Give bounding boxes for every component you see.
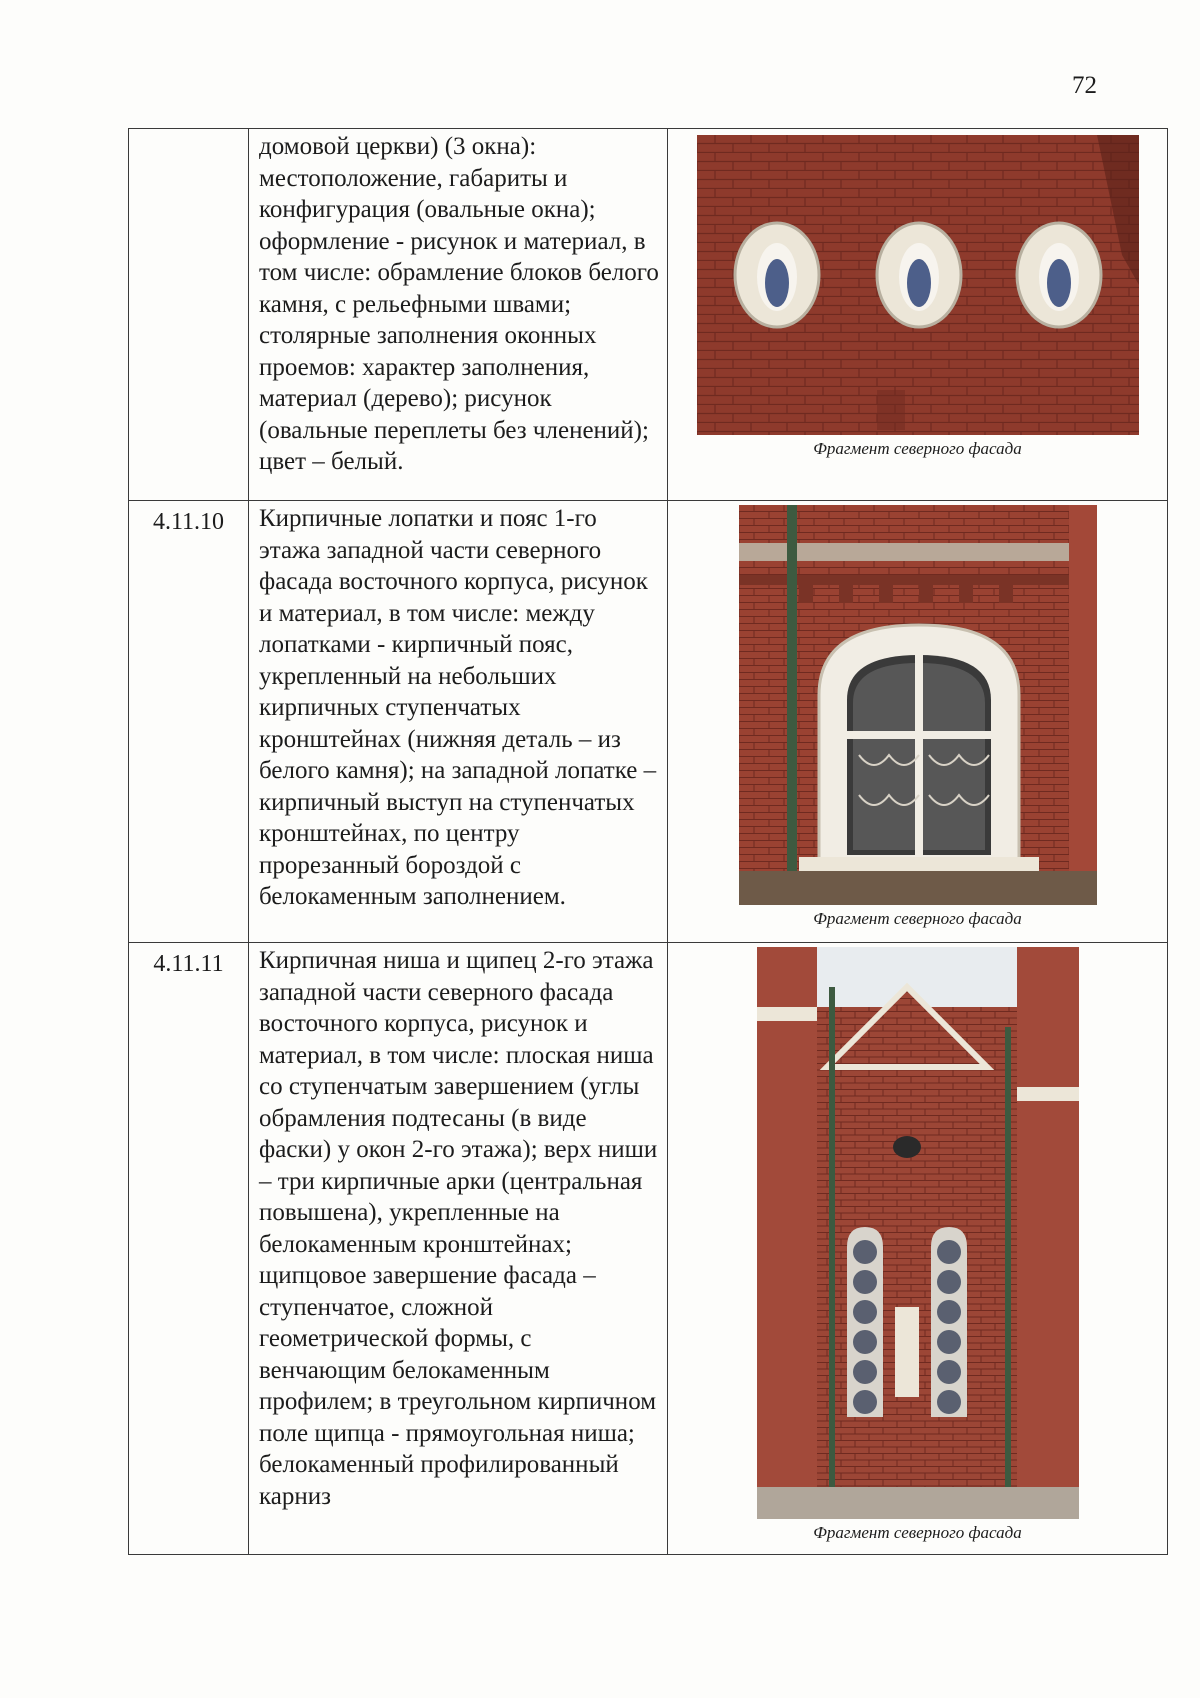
table-row: [129, 943, 1168, 1555]
oval-window: [735, 223, 819, 327]
gable-niche-photo: [757, 947, 1079, 1519]
oval-windows-photo: [697, 135, 1139, 435]
row-number: 4.11.10: [129, 501, 249, 943]
page-number: 72: [1072, 72, 1097, 99]
photo-caption: Фрагмент северного фасада: [813, 1523, 1022, 1542]
photo-cell: [668, 501, 1168, 943]
tall-window: [931, 1227, 967, 1417]
photo-caption: Фрагмент северного фасада: [813, 439, 1022, 458]
photo-cell: [668, 129, 1168, 501]
table-row: [129, 129, 1168, 501]
oval-window: [877, 223, 961, 327]
photo-cell: [668, 943, 1168, 1555]
tall-window: [847, 1227, 883, 1417]
row-description: Кирпичная ниша и щипец 2-го этажа западной части северного фасада восточного корпуса, рисунок и материал, в том числе: плоская ниша со ступенчатым завершением (углы обрамления подтесаны (в виде фаски) у окон 2-го этажа); верх ниши – три кирпичные арки (центральная повышена), укрепленные на белокаменным кронштейнах; щипцовое завершение фасада – ступенчатое, сложной геометрической формы, с венчающим белокаменным профилем; в треугольном кирпичном поле щипца - прямоугольная ниша; белокаменный профилированный карниз: [249, 943, 668, 1555]
photo-caption: Фрагмент северного фасада: [813, 909, 1022, 928]
description-table: [128, 128, 1168, 1555]
row-number: [129, 129, 249, 501]
arched-window-photo: [739, 505, 1097, 905]
row-description: Кирпичные лопатки и пояс 1-го этажа западной части северного фасада восточного корпуса, рисунок и материал, в том числе: между лопатками - кирпичный пояс, укрепленный на небольших кирпичных ступенчатых кронштейнах (нижняя деталь – из белого камня); на западной лопатке – кирпичный выступ на ступенчатых кронштейнах, по центру прорезанный бороздой с белокаменным заполнением.: [249, 501, 668, 943]
row-number: 4.11.11: [129, 943, 249, 1555]
table-row: [129, 501, 1168, 943]
row-description: домовой церкви) (3 окна): местоположение, габариты и конфигурация (овальные окна); оформление - рисунок и материал, в том числе: обрамление блоков белого камня, с рельефными швами; столярные заполнения оконных проемов: характер заполнения, материал (дерево); рисунок (овальные переплеты без членений); цвет – белый.: [249, 129, 668, 501]
oval-window: [1017, 223, 1101, 327]
